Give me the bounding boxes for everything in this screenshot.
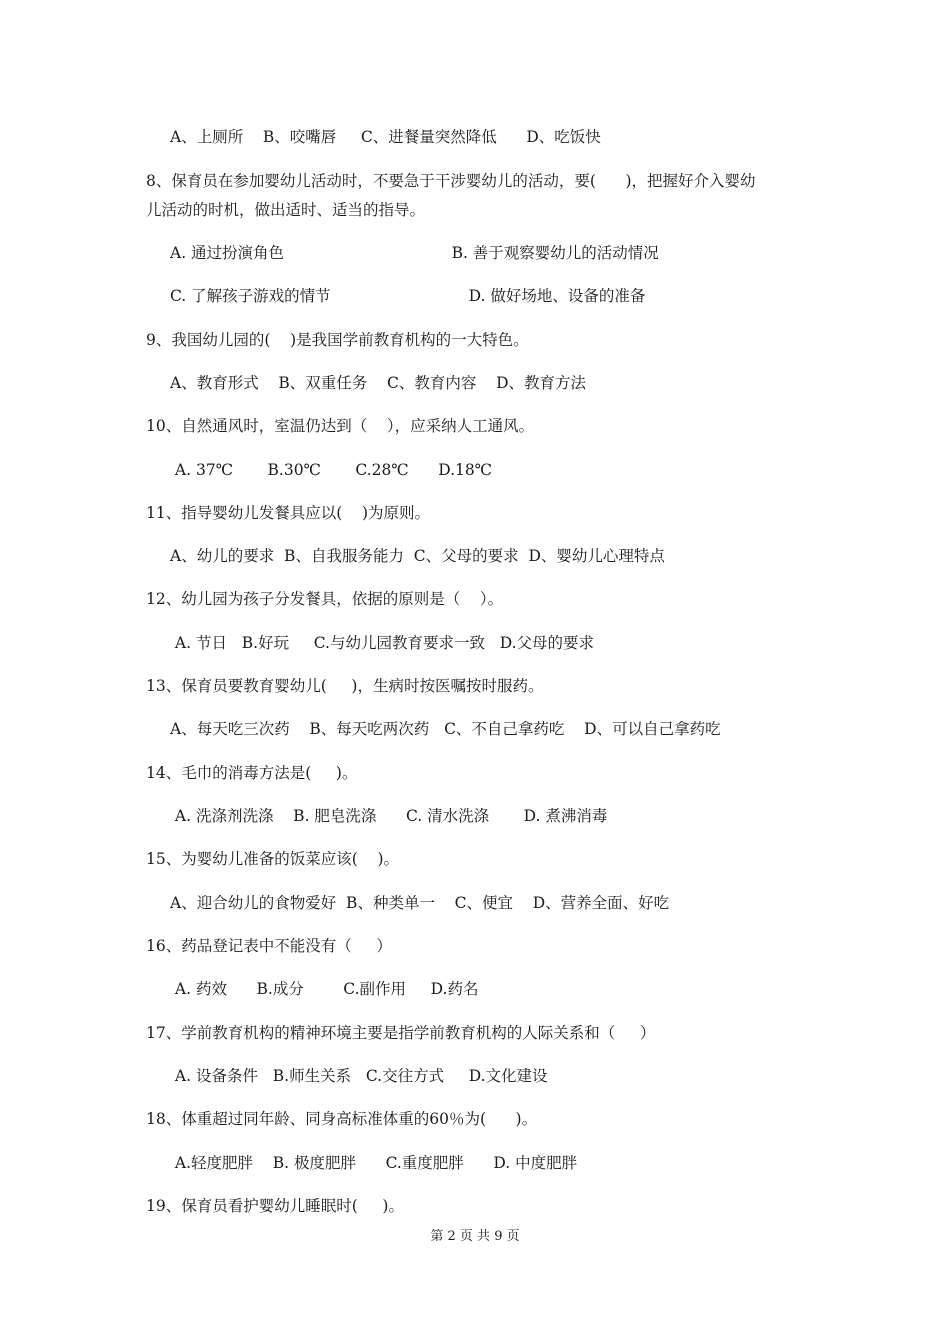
question-text: 13、保育员要教育婴幼儿( )，生病时按医嘱按时服药。 [146, 677, 544, 695]
question-text: 9、我国幼儿园的( )是我国学前教育机构的一大特色。 [146, 331, 529, 349]
question-text: 8、保育员在参加婴幼儿活动时，不要急于干涉婴幼儿的活动，要( )，把握好介入婴幼 [146, 172, 756, 190]
question-text: 12、幼儿园为孩子分发餐具，依据的原则是（ ）。 [146, 590, 504, 608]
question-text: 10、自然通风时，室温仍达到（ ），应采纳人工通风。 [146, 417, 535, 435]
question-text: 19、保育员看护婴幼儿睡眠时( )。 [146, 1197, 404, 1215]
answer-options: A. 37℃ B.30℃ C.28℃ D.18℃ [170, 461, 493, 479]
answer-options: A、迎合幼儿的食物爱好 B、种类单一 C、便宜 D、营养全面、好吃 [170, 894, 670, 912]
answer-options: A.轻度肥胖 B. 极度肥胖 C.重度肥胖 D. 中度肥胖 [170, 1154, 578, 1172]
answer-options: A. 药效 B.成分 C.副作用 D.药名 [170, 980, 479, 998]
question-text: 儿活动的时机，做出适时、适当的指导。 [146, 201, 426, 219]
question-text: 14、毛巾的消毒方法是( )。 [146, 764, 358, 782]
question-text: 15、为婴幼儿准备的饭菜应该( )。 [146, 850, 400, 868]
answer-options: A. 通过扮演角色 B. 善于观察婴幼儿的活动情况 [170, 244, 659, 262]
question-text: 11、指导婴幼儿发餐具应以( )为原则。 [146, 504, 431, 522]
question-text: 16、药品登记表中不能没有（ ） [146, 937, 392, 955]
question-text: 17、学前教育机构的精神环境主要是指学前教育机构的人际关系和（ ） [146, 1024, 656, 1042]
answer-options: A、教育形式 B、双重任务 C、教育内容 D、教育方法 [170, 374, 586, 392]
answer-options: A、幼儿的要求 B、自我服务能力 C、父母的要求 D、婴幼儿心理特点 [170, 547, 665, 565]
answer-options: A、上厕所 B、咬嘴唇 C、进餐量突然降低 D、吃饭快 [170, 128, 601, 146]
answer-options: A. 设备条件 B.师生关系 C.交往方式 D.文化建设 [170, 1067, 548, 1085]
answer-options: A. 节日 B.好玩 C.与幼儿园教育要求一致 D.父母的要求 [170, 634, 595, 652]
question-text: 18、体重超过同年龄、同身高标准体重的60％为( )。 [146, 1110, 538, 1128]
answer-options: C. 了解孩子游戏的情节 D. 做好场地、设备的准备 [170, 287, 646, 305]
page-footer: 第 2 页 共 9 页 [430, 1229, 520, 1244]
answer-options: A. 洗涤剂洗涤 B. 肥皂洗涤 C. 清水洗涤 D. 煮沸消毒 [170, 807, 608, 825]
answer-options: A、每天吃三次药 B、每天吃两次药 C、不自己拿药吃 D、可以自己拿药吃 [170, 720, 721, 738]
